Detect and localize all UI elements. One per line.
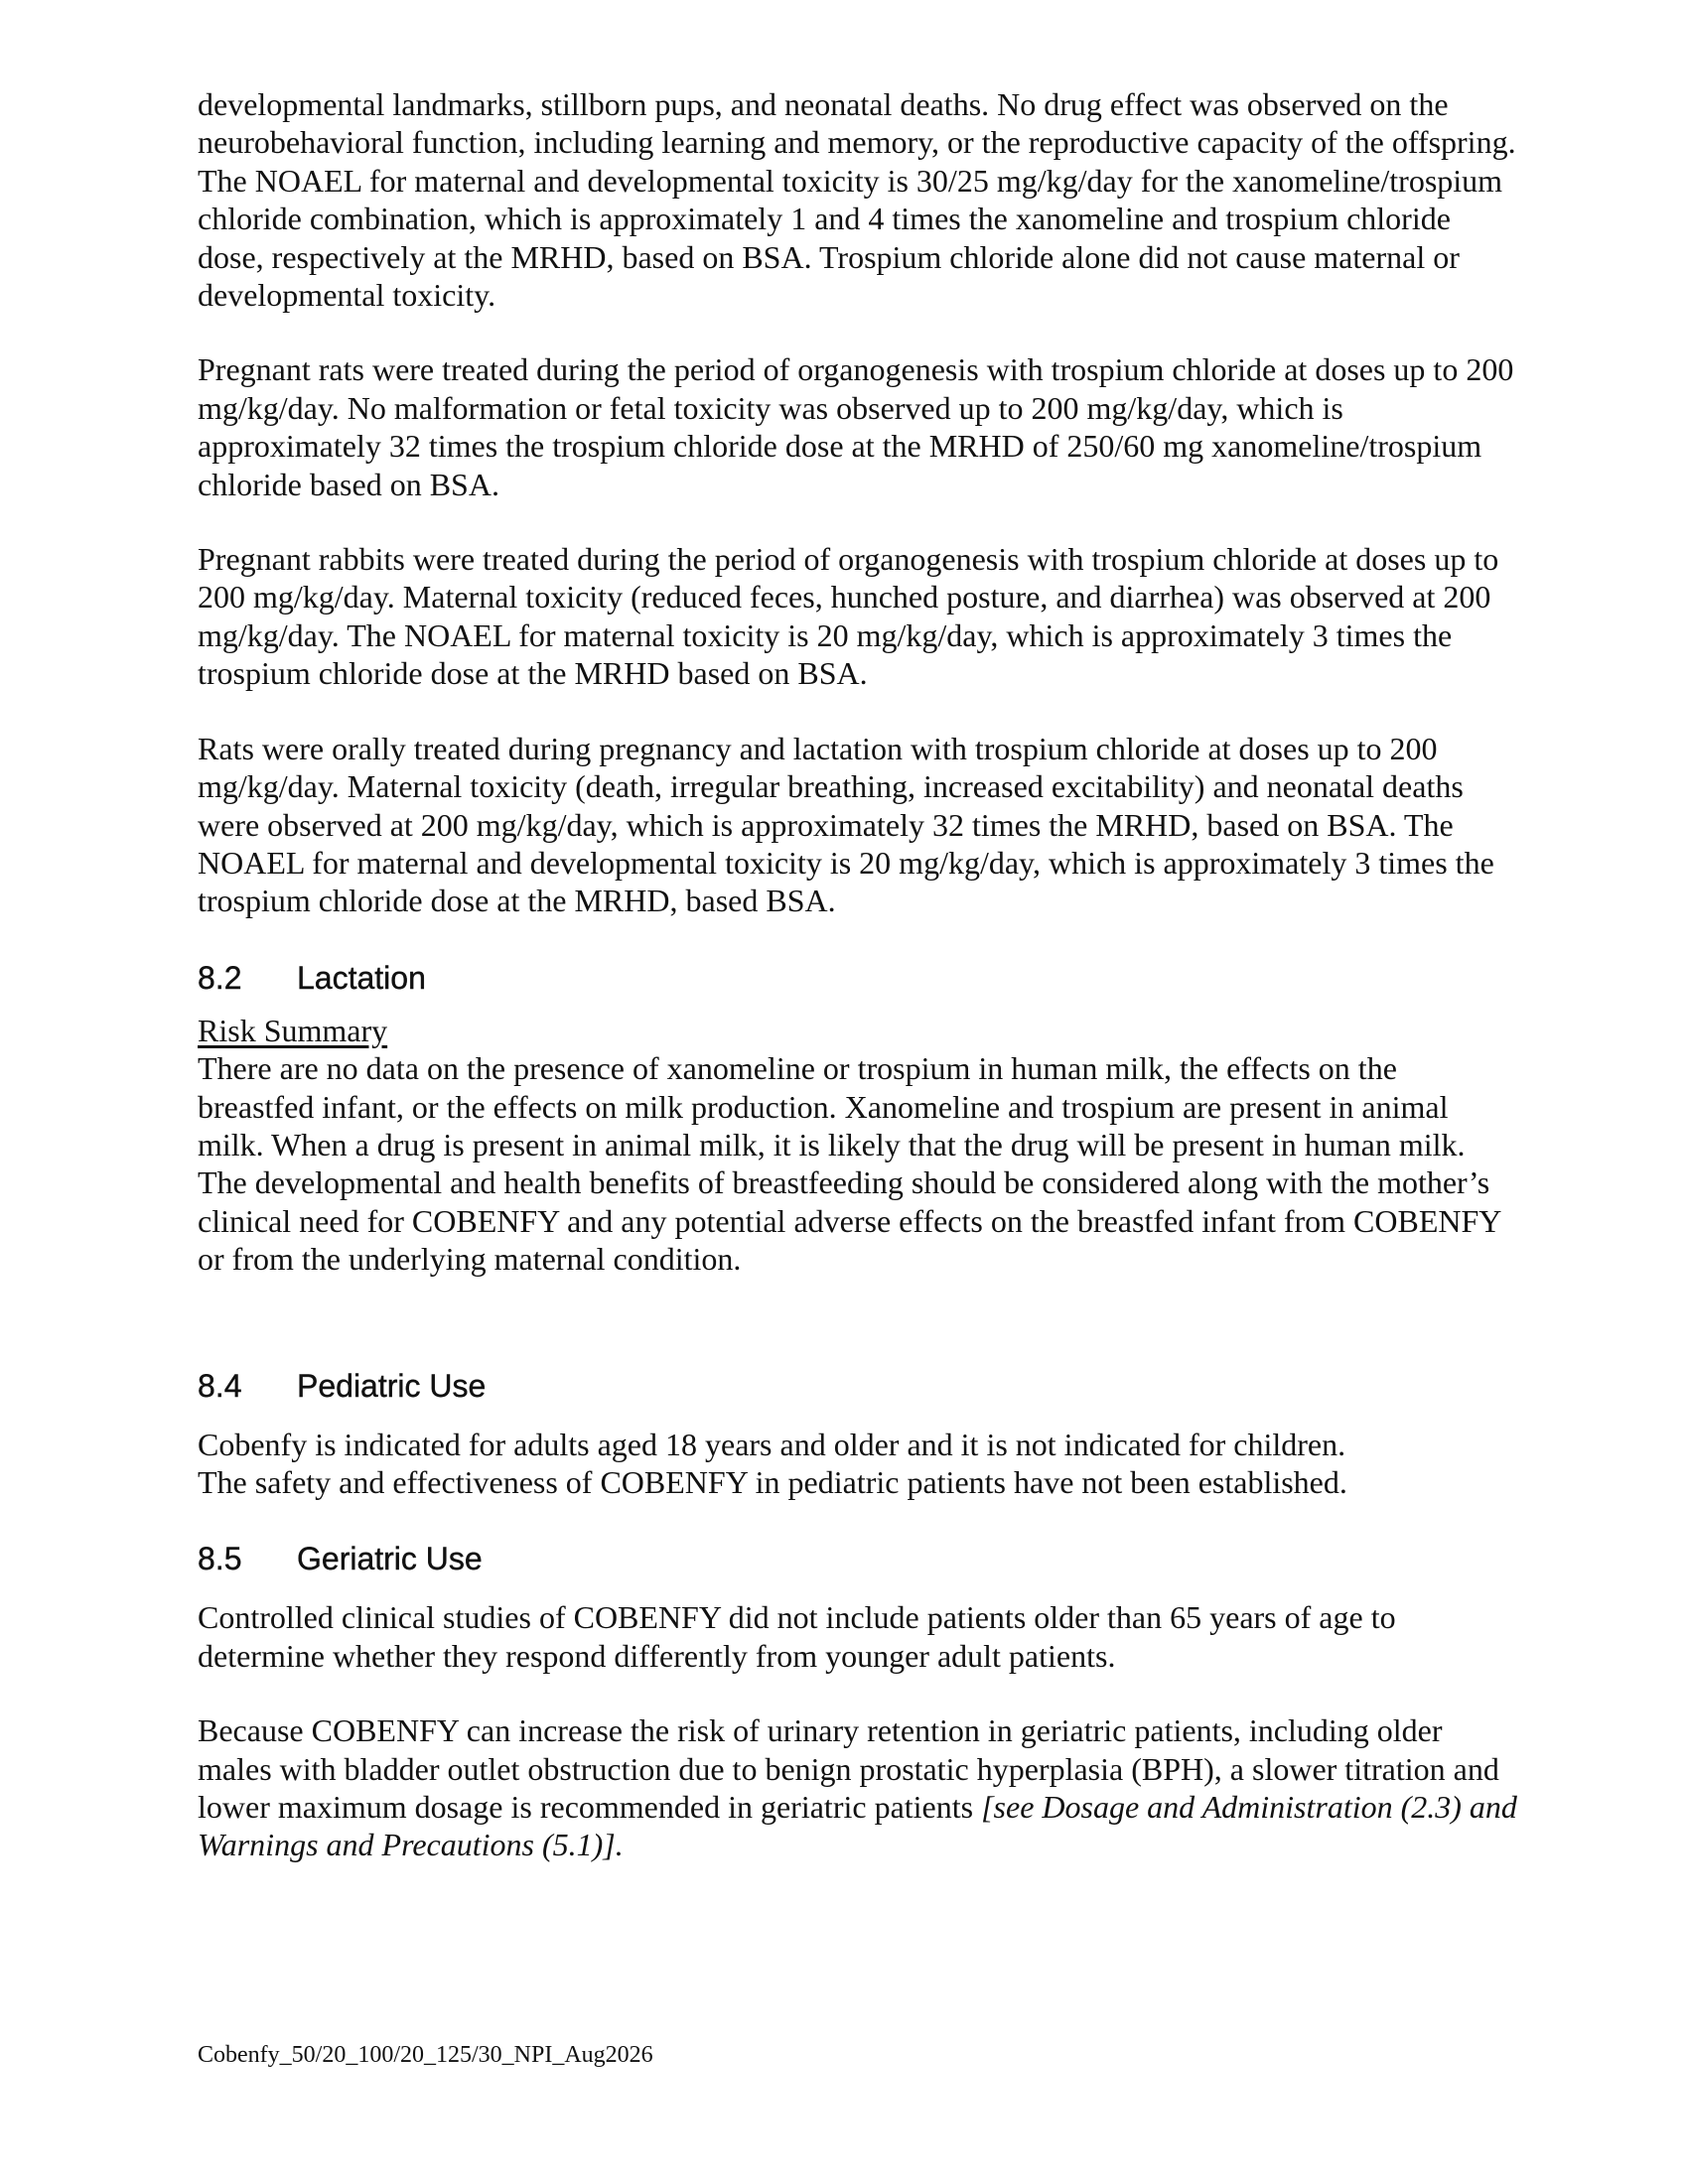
section-heading-8-2 <box>198 958 1518 998</box>
subheading-risk-summary: Risk Summary <box>198 1012 388 1048</box>
document-footer: Cobenfy_50/20_100/20_125/30_NPI_Aug2026 <box>198 2042 653 2068</box>
cross-reference-link[interactable]: [see Dosage and Administration (2.3) and Warnings and Precautions (5.1)]. <box>198 1789 1517 1863</box>
section-heading-8-5 <box>198 1539 1518 1578</box>
section-heading-8-4 <box>198 1366 1518 1406</box>
paragraph-rats-lactation: Rats were orally treated during pregnancy and lactation with trospium chloride at doses up to 200 mg/kg/day. Maternal toxicity (death, irregular breathing, increased excitability) and neonatal deaths were observed at 200 mg/kg/day, which is approximately 32 times the MRHD, based on BSA. The NOAEL for maternal and developmental toxicity is 20 mg/kg/day, which is approximately 3 times the trospium chloride dose at the MRHD, based BSA. <box>198 730 1494 919</box>
paragraph-geriatric-studies: Controlled clinical studies of COBENFY did not include patients older than 65 years of age to determine whether they respond differently from younger adult patients. <box>198 1599 1396 1674</box>
geriatric-dosing-text: Because COBENFY can increase the risk of urinary retention in geriatric patients, including older males with bladder outlet obstruction due to benign prostatic hyperplasia (BPH), a slower titration and lower maximum dosage is recommended in geriatric patients <box>198 1712 1499 1825</box>
paragraph-developmental-landmarks: developmental landmarks, stillborn pups, and neonatal deaths. No drug effect was observed on the neurobehavioral function, including learning and memory, or the reproductive capacity of the offspring. The NOAEL for maternal and developmental toxicity is 30/25 mg/kg/day for the xanomeline/trospium chloride combination, which is approximately 1 and 4 times the xanomeline and trospium chloride dose, respectively at the MRHD, based on BSA. Trospium chloride alone did not cause maternal or developmental toxicity. <box>198 86 1516 314</box>
paragraph-pregnant-rats: Pregnant rats were treated during the period of organogenesis with trospium chloride at doses up to 200 mg/kg/day. No malformation or fetal toxicity was observed up to 200 mg/kg/day, which is approximately 32 times the trospium chloride dose at the MRHD of 250/60 mg xanomeline/trospium chloride based on BSA. <box>198 351 1514 502</box>
section-title: Pediatric Use <box>297 1367 487 1404</box>
paragraph-pregnant-rabbits: Pregnant rabbits were treated during the period of organogenesis with trospium chloride at doses up to 200 mg/kg/day. Maternal toxicity (reduced feces, hunched posture, and diarrhea) was observed at 200 mg/kg/day. The NOAEL for maternal toxicity is 20 mg/kg/day, which is approximately 3 times the trospium chloride dose at the MRHD based on BSA. <box>198 541 1499 692</box>
section-number: 8.5 <box>198 1541 242 1577</box>
section-number: 8.4 <box>198 1367 242 1404</box>
section-number: 8.2 <box>198 959 242 996</box>
section-title: Geriatric Use <box>297 1541 483 1577</box>
document-page <box>198 85 1518 1864</box>
paragraph-geriatric-dosing <box>198 1711 1518 1864</box>
section-title: Lactation <box>297 959 426 996</box>
paragraph-lactation-body: There are no data on the presence of xanomeline or trospium in human milk, the effects on the breastfed infant, or the effects on milk production. Xanomeline and trospium are present in animal milk. When a drug is present in animal milk, it is likely that the drug will be present in human milk. The developmental and health benefits of breastfeeding should be considered along with the mother’s clinical need for COBENFY and any potential adverse effects on the breastfed infant from COBENFY or from the underlying maternal condition. <box>198 1050 1501 1278</box>
paragraph-pediatric-line-1: Cobenfy is indicated for adults aged 18 years and older and it is not indicated for children. <box>198 1426 1346 1462</box>
paragraph-pediatric-line-2: The safety and effectiveness of COBENFY in pediatric patients have not been established. <box>198 1463 1347 1500</box>
